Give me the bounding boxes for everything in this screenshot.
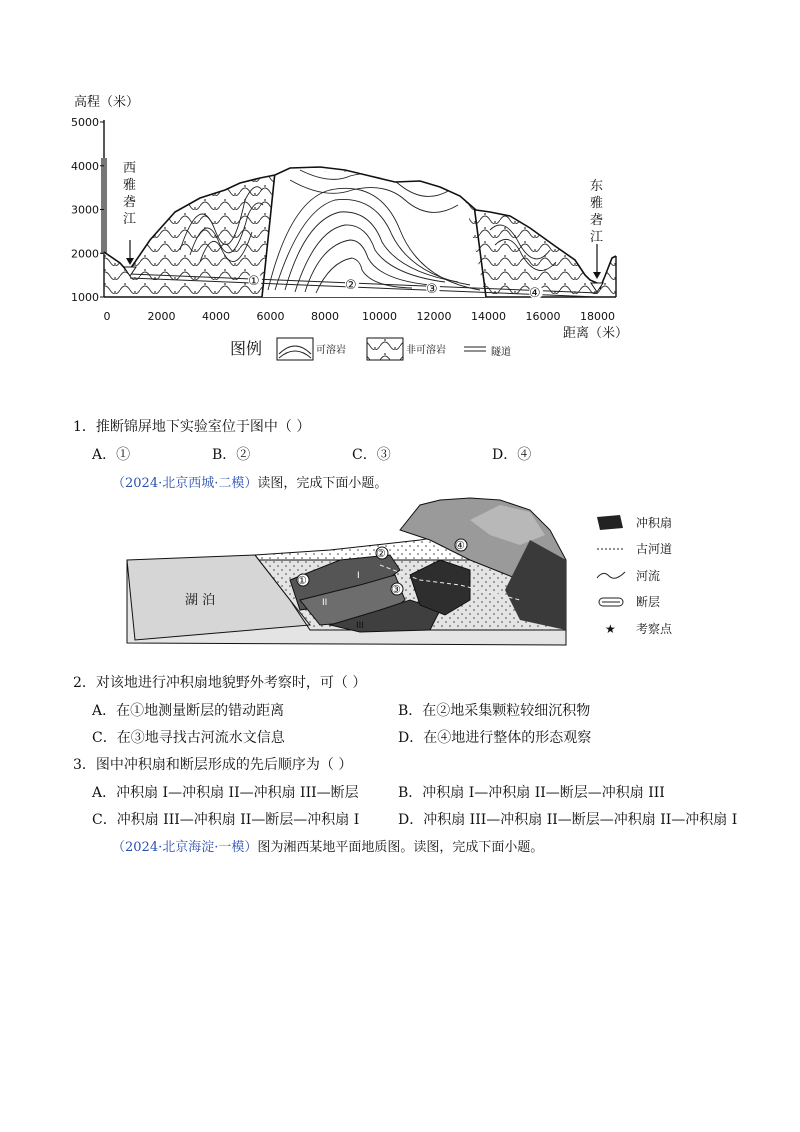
fig2-marker-4: ④ — [455, 539, 465, 552]
svg-text:可溶岩: 可溶岩 — [316, 345, 346, 356]
q1-option-b: B．② — [212, 447, 251, 463]
fig2-marker-1: ① — [297, 574, 307, 587]
y-tick-label: 3000 — [71, 203, 99, 217]
fan-label-II: II — [322, 598, 328, 608]
x-axis-title: 距离（米） — [563, 326, 629, 341]
x-tick-label: 2000 — [147, 310, 176, 323]
x-tick-label: 14000 — [471, 310, 506, 323]
question-1-stem: 1．推断锦屏地下实验室位于图中（ ） — [73, 419, 311, 435]
q2-option-a: A．在①地测量断层的错动距离 — [92, 703, 285, 719]
svg-text:砻: 砻 — [590, 213, 604, 228]
q3-option-b: B．冲积扇 I—冲积扇 II—断层—冲积扇 III — [398, 785, 665, 801]
svg-text:图例: 图例 — [230, 339, 263, 358]
svg-text:非可溶岩: 非可溶岩 — [406, 345, 446, 356]
y-axis-title: 高程（米） — [74, 95, 140, 110]
q3-option-c: C．冲积扇 III—冲积扇 II—断层—冲积扇 I — [92, 812, 360, 828]
x-tick-label: 10000 — [362, 310, 397, 323]
svg-text:冲积扇: 冲积扇 — [636, 516, 673, 530]
x-tick-label: 16000 — [525, 310, 561, 323]
svg-text:★: ★ — [605, 622, 616, 636]
svg-text:断层: 断层 — [636, 595, 661, 609]
question-3-stem: 3．图中冲积扇和断层形成的先后顺序为（ ） — [73, 757, 353, 773]
svg-text:雅: 雅 — [123, 178, 137, 193]
y-axis-ticks — [71, 116, 104, 304]
marker-1: ① — [248, 274, 260, 289]
x-tick-label: 12000 — [416, 310, 452, 323]
fig2-marker-3: ③ — [391, 583, 401, 596]
fan-label-I: I — [357, 571, 360, 581]
figure2-legend — [597, 515, 673, 636]
q3-option-a: A．冲积扇 I—冲积扇 II—冲积扇 III—断层 — [92, 785, 359, 801]
q1-option-d: D．④ — [492, 447, 532, 463]
x-tick-label: 6000 — [256, 310, 285, 323]
svg-text:隧道: 隧道 — [491, 347, 511, 358]
x-axis-ticks — [104, 310, 616, 323]
svg-text:砻: 砻 — [123, 195, 137, 210]
x-tick-label: 4000 — [202, 310, 230, 323]
q2-option-c: C．在③地寻找古河流水文信息 — [92, 730, 285, 746]
fan-label-III: III — [356, 621, 364, 631]
svg-text:河流: 河流 — [636, 569, 661, 583]
svg-text:西: 西 — [123, 161, 137, 176]
q2-option-d: D．在④地进行整体的形态观察 — [398, 730, 592, 746]
cross-section-figure — [0, 0, 800, 380]
y-tick-label: 5000 — [71, 116, 99, 129]
svg-text:东: 东 — [590, 179, 604, 194]
y-tick-label: 4000 — [71, 159, 99, 173]
east-river-label — [590, 179, 603, 245]
svg-text:考察点: 考察点 — [636, 622, 673, 636]
source-note-1: （2024·北京西城·二模）读图，完成下面小题。 — [112, 476, 388, 491]
lake-label: 湖 泊 — [185, 593, 216, 608]
marker-2: ② — [345, 278, 357, 293]
x-tick-label: 18000 — [580, 310, 615, 323]
source-note-2: （2024·北京海淀·一模）图为湘西某地平面地质图。读图，完成下面小题。 — [112, 840, 544, 855]
svg-text:江: 江 — [123, 212, 137, 227]
marker-4: ④ — [529, 286, 541, 301]
q1-option-c: C．③ — [352, 447, 391, 463]
y-tick-label: 2000 — [71, 247, 99, 261]
q3-option-d: D．冲积扇 III—冲积扇 II—断层—冲积扇 II—冲积扇 I — [398, 812, 738, 828]
mountain-profile — [104, 160, 616, 300]
svg-text:古河道: 古河道 — [636, 542, 673, 556]
y-tick-label: 1000 — [71, 291, 99, 304]
x-tick-label: 8000 — [311, 310, 339, 323]
fig2-marker-2: ② — [376, 547, 386, 560]
figure1-legend — [230, 338, 511, 360]
marker-3: ③ — [426, 282, 438, 297]
west-river-label — [123, 161, 136, 227]
svg-text:雅: 雅 — [590, 196, 604, 211]
q2-option-b: B．在②地采集颗粒较细沉积物 — [398, 703, 591, 719]
svg-text:江: 江 — [590, 230, 604, 245]
question-2-stem: 2．对该地进行冲积扇地貌野外考察时，可（ ） — [73, 675, 367, 691]
q1-option-a: A．① — [92, 447, 131, 463]
x-tick-label: 0 — [103, 310, 111, 323]
alluvial-fan-figure — [0, 490, 800, 660]
